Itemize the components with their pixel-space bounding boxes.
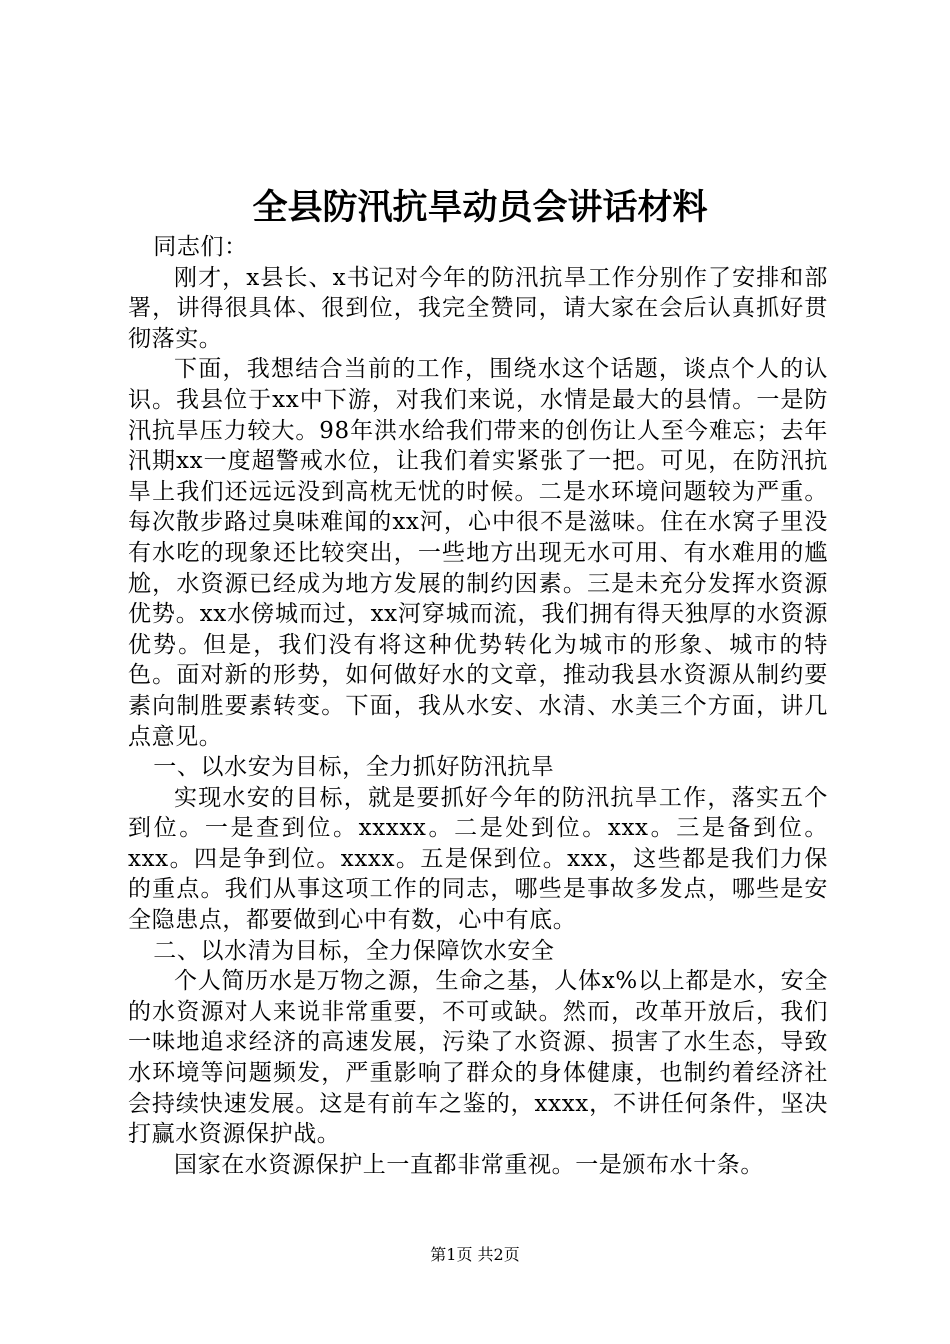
paragraph-water-safety: 实现水安的目标，就是要抓好今年的防汛抗旱工作，落实五个到位。一是查到位。xxxxx。二是处到位。xxx。三是备到位。xxx。四是争到位。xxxx。五是保到位。xxx，这些都是我们力保的重点。我们从事这项工作的同志，哪些是事故多发点，哪些是安全隐患点，都要做到心中有数，心中有底。 [128,784,828,934]
section-heading-water-safety: 一、以水安为目标，全力抓好防汛抗旱 [153,754,555,781]
paragraph-opening: 刚才，x县长、x书记对今年的防汛抗旱工作分别作了安排和部署，讲得很具体、很到位，我完全赞同，请大家在会后认真抓好贯彻落实。 [128,264,828,352]
document-title: 全县防汛抗旱动员会讲话材料 [252,187,708,228]
section-heading-water-clean: 二、以水清为目标，全力保障饮水安全 [153,937,555,964]
paragraph-water-clean: 个人简历水是万物之源，生命之基，人体x%以上都是水，安全的水资源对人来说非常重要，不可或缺。然而，改革开放后，我们一味地追求经济的高速发展，污染了水资源、损害了水生态，导致水环境等问题频发，严重影响了群众的身体健康，也制约着经济社会持续快速发展。这是有前车之鉴的，xxxx，不讲任何条件，坚决打赢水资源保护战。 [128,968,828,1148]
document-body [128,232,828,1180]
salutation: 同志们： [153,234,248,260]
paragraph-water-situation: 下面，我想结合当前的工作，围绕水这个话题，谈点个人的认识。我县位于xx中下游，对我们来说，水情是最大的县情。一是防汛抗旱压力较大。98年洪水给我们带来的创伤让人至今难忘；去年汛期xx一度超警戒水位，让我们着实紧张了一把。可见，在防汛抗旱上我们还远远没到高枕无忧的时候。二是水环境问题较为严重。每次散步路过臭味难闻的xx河，心中很不是滋味。住在水窝子里没有水吃的现象还比较突出，一些地方出现无水可用、有水难用的尴尬，水资源已经成为地方发展的制约因素。三是未充分发挥水资源优势。xx水傍城而过，xx河穿城而流，我们拥有得天独厚的水资源优势。但是，我们没有将这种优势转化为城市的形象、城市的特色。面对新的形势，如何做好水的文章，推动我县水资源从制约要素向制胜要素转变。下面，我从水安、水清、水美三个方面，讲几点意见。 [128,356,828,750]
paragraph-national-policy: 国家在水资源保护上一直都非常重视。一是颁布水十条。 [174,1151,764,1178]
page-footer: 第1页 共2页 [430,1245,520,1264]
